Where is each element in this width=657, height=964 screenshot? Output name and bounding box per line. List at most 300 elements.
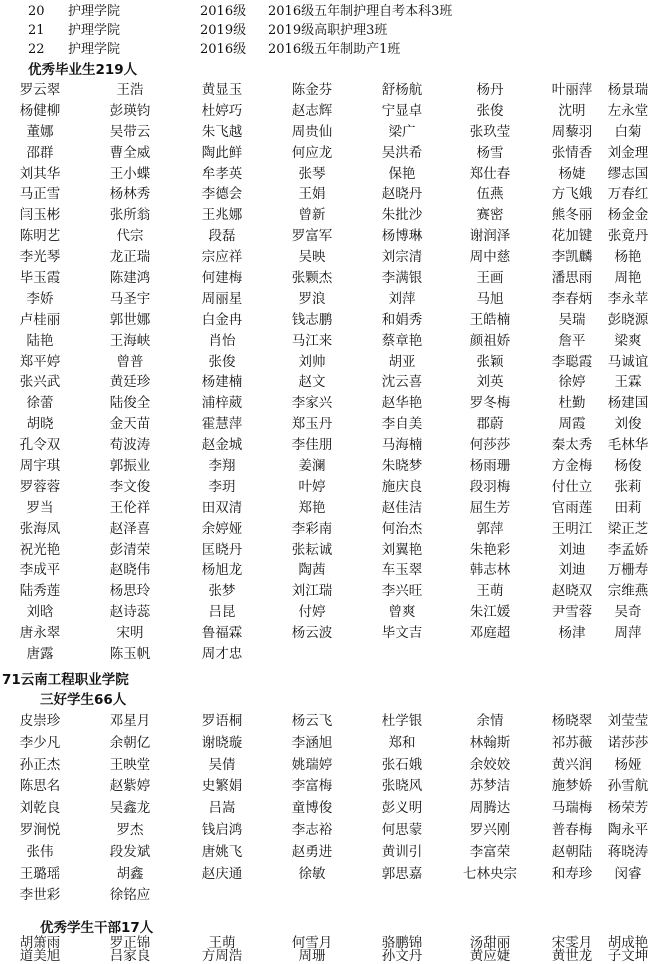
name-cell: 杨荣芳 [607, 800, 649, 817]
name-cell: 车玉翠 [381, 562, 423, 579]
name-cell: 闵睿 [614, 865, 642, 882]
name-row [0, 842, 657, 864]
name-cell: 郑艳 [298, 499, 326, 516]
name-cell: 姜澜 [298, 458, 326, 475]
name-cell: 陆艳 [26, 332, 54, 349]
name-cell: 钱启鸿 [201, 821, 243, 838]
name-cell: 屈生芳 [469, 499, 511, 516]
name-cell: 张颗杰 [291, 270, 333, 287]
name-cell: 刘帅 [298, 353, 326, 370]
name-cell: 李志裕 [291, 821, 333, 838]
name-cell: 郭思嘉 [381, 865, 423, 882]
name-cell: 杨娅 [614, 756, 642, 773]
name-cell: 赵朝陆 [551, 843, 593, 860]
name-cell: 张琴 [298, 165, 326, 182]
name-cell: 陆俊全 [109, 395, 151, 412]
name-cell: 牟孝英 [201, 165, 243, 182]
name-cell: 王萌 [208, 935, 236, 951]
class-number: 20 [28, 4, 45, 19]
name-cell: 杜婷巧 [201, 102, 243, 119]
name-row [0, 331, 657, 352]
name-row [0, 289, 657, 310]
name-cell: 马诚谊 [607, 353, 649, 370]
name-cell: 马江来 [291, 332, 333, 349]
name-cell: 杨艳 [614, 249, 642, 266]
name-cell: 周藜羽 [551, 123, 593, 140]
class-number: 22 [28, 42, 45, 57]
name-cell: 何思蒙 [381, 821, 423, 838]
name-cell: 王娟 [298, 186, 326, 203]
name-cell: 杜勤 [558, 395, 586, 412]
name-cell: 赵泽喜 [109, 520, 151, 537]
name-cell: 周腾达 [469, 800, 511, 817]
name-cell: 李涵旭 [291, 734, 333, 751]
name-cell: 叶婷 [298, 478, 326, 495]
name-row [0, 602, 657, 623]
class-school: 护理学院 [68, 23, 121, 38]
name-cell: 李富荣 [469, 843, 511, 860]
name-cell: 余情 [476, 713, 504, 729]
name-cell: 唐露 [26, 646, 54, 663]
name-cell: 张所翁 [109, 207, 151, 224]
name-cell: 宗维燕 [607, 583, 649, 600]
name-cell: 吴奇 [614, 604, 642, 621]
name-cell: 王小蝶 [109, 165, 151, 182]
name-cell: 杨旭龙 [201, 562, 243, 579]
name-row [0, 798, 657, 820]
class-grade: 2019级 [200, 23, 247, 38]
name-cell: 施庆良 [381, 478, 423, 495]
name-cell: 李家兴 [291, 395, 333, 412]
name-cell: 王皓楠 [469, 311, 511, 328]
name-cell: 童博俊 [291, 800, 333, 817]
name-cell: 周宇琪 [19, 458, 61, 475]
name-cell: 汤甜丽 [469, 935, 511, 951]
class-grade: 2016级 [200, 42, 247, 57]
name-cell: 段羽梅 [469, 478, 511, 495]
name-cell: 李彩南 [291, 520, 333, 537]
name-cell: 和寿珍 [551, 865, 593, 882]
name-cell: 何雪月 [291, 935, 333, 951]
name-cell: 曾普 [116, 353, 144, 370]
name-cell: 沈明 [558, 102, 586, 119]
name-row [0, 950, 657, 963]
name-cell: 余姣姣 [469, 756, 511, 773]
name-cell: 刘迪 [558, 562, 586, 579]
name-cell: 苏梦洁 [469, 778, 511, 795]
name-cell: 朱批沙 [381, 207, 423, 224]
name-cell: 史繁娟 [201, 778, 243, 795]
name-cell: 赵诗蕊 [109, 604, 151, 621]
name-cell: 付婷 [298, 604, 326, 621]
class-name: 2019级高职护理3班 [268, 23, 388, 38]
name-cell: 王兆娜 [201, 207, 243, 224]
name-cell: 罗杰 [116, 821, 144, 838]
name-cell: 张玖莹 [469, 123, 511, 140]
name-cell: 黄兴润 [551, 756, 593, 773]
name-cell: 徐蕾 [26, 395, 54, 412]
name-cell: 张石娥 [381, 756, 423, 773]
name-cell: 钱志鹏 [291, 311, 333, 328]
name-row [0, 310, 657, 331]
name-cell: 罗云翠 [19, 82, 61, 98]
name-cell: 李满银 [381, 270, 423, 287]
name-cell: 彭义明 [381, 800, 423, 817]
name-cell: 陆秀莲 [19, 583, 61, 600]
name-cell: 李成平 [19, 562, 61, 579]
name-cell: 陈玉帆 [109, 646, 151, 663]
name-cell: 李凯麟 [551, 249, 593, 266]
name-cell: 郭世娜 [109, 311, 151, 328]
name-row [0, 519, 657, 540]
name-cell: 孙雪航 [607, 778, 649, 795]
name-cell: 吕昆 [208, 604, 236, 621]
name-cell: 詹平 [558, 332, 586, 349]
name-cell: 王霖 [614, 374, 642, 391]
name-cell: 张颖 [476, 353, 504, 370]
name-cell: 王明江 [551, 520, 593, 537]
graduates-heading: 优秀毕业生219人 [28, 62, 138, 78]
name-cell: 刘晗 [26, 604, 54, 621]
name-cell: 白菊 [614, 123, 642, 140]
name-cell: 宁显卓 [381, 102, 423, 119]
name-cell: 王伦祥 [109, 499, 151, 516]
name-cell: 梁广 [388, 123, 416, 140]
name-cell: 伍燕 [476, 186, 504, 203]
name-cell: 张俊 [476, 102, 504, 119]
name-cell: 肖怡 [208, 332, 236, 349]
name-cell: 万春红 [607, 186, 649, 203]
name-cell: 赵庆通 [201, 865, 243, 882]
name-cell: 王璐瑶 [19, 865, 61, 882]
name-cell: 赵紫婷 [109, 778, 151, 795]
name-row [0, 776, 657, 798]
name-cell: 刘金理 [607, 144, 649, 161]
name-cell: 黄廷珍 [109, 374, 151, 391]
name-cell: 朱艳彩 [469, 541, 511, 558]
name-cell: 何应龙 [291, 144, 333, 161]
name-row [0, 122, 657, 143]
class-school: 护理学院 [68, 4, 121, 19]
class-name: 2016级五年制助产1班 [268, 42, 401, 57]
name-cell: 闫玉彬 [19, 207, 61, 224]
name-cell: 杨林秀 [109, 186, 151, 203]
name-cell: 吴瑞 [558, 311, 586, 328]
name-row [0, 393, 657, 414]
name-row [0, 226, 657, 247]
name-cell: 曹全威 [109, 144, 151, 161]
name-cell: 郑和 [388, 734, 416, 751]
name-row [0, 623, 657, 644]
name-cell: 普春梅 [551, 821, 593, 838]
name-cell: 马圣宇 [109, 290, 151, 307]
name-cell: 方周浩 [201, 948, 243, 964]
name-cell: 杨云飞 [291, 713, 333, 729]
name-cell: 谢晓璇 [201, 734, 243, 751]
name-cell: 熊冬丽 [551, 207, 593, 224]
name-cell: 吴鑫龙 [109, 800, 151, 817]
name-cell: 代宗 [116, 228, 144, 245]
name-row [0, 711, 657, 733]
name-cell: 罗浪 [298, 290, 326, 307]
name-cell: 张耘诚 [291, 541, 333, 558]
name-row [0, 205, 657, 226]
name-cell: 陈明艺 [19, 228, 61, 245]
name-cell: 马正雪 [19, 186, 61, 203]
name-row [0, 477, 657, 498]
name-cell: 吴洪希 [381, 144, 423, 161]
name-cell: 花加键 [551, 228, 593, 245]
name-cell: 何建梅 [201, 270, 243, 287]
name-cell: 彭晓源 [607, 311, 649, 328]
name-cell: 李娇 [26, 290, 54, 307]
name-cell: 余婷娅 [201, 520, 243, 537]
class-school: 护理学院 [68, 42, 121, 57]
name-cell: 王映堂 [109, 756, 151, 773]
name-row [0, 885, 657, 907]
name-cell: 张伟 [26, 843, 54, 860]
name-cell: 朱晓梦 [381, 458, 423, 475]
name-row [0, 435, 657, 456]
name-cell: 胡鑫 [116, 865, 144, 882]
name-cell: 周中慈 [469, 249, 511, 266]
name-cell: 张俊 [208, 353, 236, 370]
name-cell: 邓星月 [109, 713, 151, 729]
name-cell: 赵志辉 [291, 102, 333, 119]
name-cell: 梁爽 [614, 332, 642, 349]
name-cell: 皮崇珍 [19, 713, 61, 729]
name-cell: 彭瑛钧 [109, 102, 151, 119]
name-cell: 刘江瑞 [291, 583, 333, 600]
name-cell: 陶茜 [298, 562, 326, 579]
name-cell: 杨金金 [607, 207, 649, 224]
name-cell: 赵华艳 [381, 395, 423, 412]
name-cell: 唐永翠 [19, 625, 61, 642]
name-row [0, 644, 657, 665]
name-cell: 李光琴 [19, 249, 61, 266]
name-cell: 李兴旺 [381, 583, 423, 600]
name-cell: 韩志林 [469, 562, 511, 579]
name-row [0, 372, 657, 393]
name-cell: 李少凡 [19, 734, 61, 751]
name-cell: 陶此鲜 [201, 144, 243, 161]
name-row [0, 456, 657, 477]
name-cell: 董娜 [26, 123, 54, 140]
name-cell: 尹雪蓉 [551, 604, 593, 621]
name-cell: 马瑞梅 [551, 800, 593, 817]
name-cell: 李翔 [208, 458, 236, 475]
name-cell: 孙文丹 [381, 948, 423, 964]
name-cell: 邓庭超 [469, 625, 511, 642]
name-cell: 李玥 [208, 478, 236, 495]
name-cell: 叶丽萍 [551, 82, 593, 98]
name-cell: 李文俊 [109, 478, 151, 495]
name-cell: 朱江媛 [469, 604, 511, 621]
name-cell: 王萌 [476, 583, 504, 600]
name-cell: 白金冉 [201, 311, 243, 328]
name-cell: 赛密 [476, 207, 504, 224]
name-cell: 匡晓丹 [201, 541, 243, 558]
name-cell: 张海凤 [19, 520, 61, 537]
name-cell: 赵佳洁 [381, 499, 423, 516]
name-cell: 杨丹 [476, 82, 504, 98]
name-cell: 姚瑞婷 [291, 756, 333, 773]
name-cell: 赵勇进 [291, 843, 333, 860]
name-cell: 周贵仙 [291, 123, 333, 140]
name-cell: 张莉 [614, 478, 642, 495]
name-cell: 何莎莎 [469, 437, 511, 454]
name-cell: 秦太秀 [551, 437, 593, 454]
name-cell: 罗富军 [291, 228, 333, 245]
name-cell: 田双清 [201, 499, 243, 516]
name-cell: 李世彩 [19, 887, 61, 904]
name-cell: 林翰斯 [469, 734, 511, 751]
name-cell: 曾爽 [388, 604, 416, 621]
name-cell: 罗兴刚 [469, 821, 511, 838]
name-cell: 杨思玲 [109, 583, 151, 600]
name-cell: 周珊 [298, 948, 326, 964]
name-cell: 黄世龙 [551, 948, 593, 964]
name-cell: 骆鹏锦 [381, 935, 423, 951]
name-row [0, 164, 657, 185]
name-cell: 王画 [476, 270, 504, 287]
name-cell: 周才忠 [201, 646, 243, 663]
name-row [0, 581, 657, 602]
name-cell: 张兴武 [19, 374, 61, 391]
name-row [0, 352, 657, 373]
name-row [0, 498, 657, 519]
name-cell: 何治杰 [381, 520, 423, 537]
name-cell: 马旭 [476, 290, 504, 307]
name-cell: 王海峡 [109, 332, 151, 349]
name-cell: 胡晓 [26, 416, 54, 433]
name-cell: 诺莎莎 [607, 734, 649, 751]
name-cell: 刘其华 [19, 165, 61, 182]
name-cell: 周丽星 [201, 290, 243, 307]
class-number: 21 [28, 23, 45, 38]
name-cell: 杜学银 [381, 713, 423, 729]
name-cell: 杨雪 [476, 144, 504, 161]
class-name: 2016级五年制护理自考本科3班 [268, 4, 453, 19]
name-cell: 李自美 [381, 416, 423, 433]
name-cell: 子文坤 [607, 948, 649, 964]
name-cell: 浦梓葳 [201, 395, 243, 412]
name-cell: 刘俊 [614, 416, 642, 433]
name-cell: 道美旭 [19, 948, 61, 964]
name-cell: 毛林华 [607, 437, 649, 454]
name-cell: 宋雯月 [551, 935, 593, 951]
name-cell: 李佳朋 [291, 437, 333, 454]
name-cell: 郑玉丹 [291, 416, 333, 433]
name-cell: 张竟丹 [607, 228, 649, 245]
name-cell: 陶永平 [607, 821, 649, 838]
name-cell: 王浩 [116, 82, 144, 98]
name-cell: 沈云喜 [381, 374, 423, 391]
name-cell: 李春炳 [551, 290, 593, 307]
name-cell: 马海楠 [381, 437, 423, 454]
name-cell: 胡成艳 [607, 935, 649, 951]
name-cell: 祁苏薇 [551, 734, 593, 751]
name-row [0, 143, 657, 164]
name-cell: 刘莹莹 [607, 713, 649, 729]
name-cell: 余朝亿 [109, 734, 151, 751]
name-row [0, 80, 657, 101]
name-cell: 陈建鸿 [109, 270, 151, 287]
name-cell: 杨晓翠 [551, 713, 593, 729]
name-cell: 刘英 [476, 374, 504, 391]
name-cell: 刘乾良 [19, 800, 61, 817]
name-cell: 李德会 [201, 186, 243, 203]
name-cell: 张晓风 [381, 778, 423, 795]
name-cell: 颜祖娇 [469, 332, 511, 349]
name-row [0, 755, 657, 777]
name-row [0, 101, 657, 122]
name-cell: 杨健柳 [19, 102, 61, 119]
name-cell: 罗蓉蓉 [19, 478, 61, 495]
graduates-name-grid [0, 80, 657, 665]
name-cell: 张情香 [551, 144, 593, 161]
name-cell: 邵群 [26, 144, 54, 161]
name-cell: 刘宗清 [381, 249, 423, 266]
name-cell: 罗冬梅 [469, 395, 511, 412]
name-cell: 徐敏 [298, 865, 326, 882]
name-cell: 吴倩 [208, 756, 236, 773]
name-row [0, 864, 657, 886]
name-cell: 罗当 [26, 499, 54, 516]
name-row [0, 184, 657, 205]
name-cell: 宗应祥 [201, 249, 243, 266]
name-cell: 刘翼艳 [381, 541, 423, 558]
name-cell: 郭萍 [476, 520, 504, 537]
name-cell: 赵晓双 [551, 583, 593, 600]
name-cell: 李永苹 [607, 290, 649, 307]
name-cell: 舒杨航 [381, 82, 423, 98]
name-row [0, 247, 657, 268]
name-cell: 胡箫雨 [19, 935, 61, 951]
name-cell: 郡蔚 [476, 416, 504, 433]
name-row [0, 820, 657, 842]
name-cell: 谢润泽 [469, 228, 511, 245]
class-grade: 2016级 [200, 4, 247, 19]
name-cell: 赵晓丹 [381, 186, 423, 203]
name-cell: 保艳 [388, 165, 416, 182]
name-cell: 和娟秀 [381, 311, 423, 328]
name-cell: 官雨莲 [551, 499, 593, 516]
name-cell: 梁正芝 [607, 520, 649, 537]
name-cell: 付仕立 [551, 478, 593, 495]
name-cell: 周萍 [614, 625, 642, 642]
name-cell: 杨云波 [291, 625, 333, 642]
name-cell: 缪志国 [607, 165, 649, 182]
name-cell: 杨雨珊 [469, 458, 511, 475]
name-cell: 李富梅 [291, 778, 333, 795]
name-cell: 宋明 [116, 625, 144, 642]
name-cell: 郭振业 [109, 458, 151, 475]
name-row [0, 560, 657, 581]
name-cell: 赵晓伟 [109, 562, 151, 579]
name-cell: 龙正瑞 [109, 249, 151, 266]
name-cell: 潘思雨 [551, 270, 593, 287]
name-cell: 杨景瑞 [607, 82, 649, 98]
students-heading: 三好学生66人 [40, 692, 127, 708]
name-cell: 万栅寿 [607, 562, 649, 579]
name-row [0, 268, 657, 289]
name-cell: 黄训引 [381, 843, 423, 860]
name-cell: 周霞 [558, 416, 586, 433]
name-cell: 杨俊 [614, 458, 642, 475]
name-cell: 唐姚飞 [201, 843, 243, 860]
name-cell: 施梦娇 [551, 778, 593, 795]
